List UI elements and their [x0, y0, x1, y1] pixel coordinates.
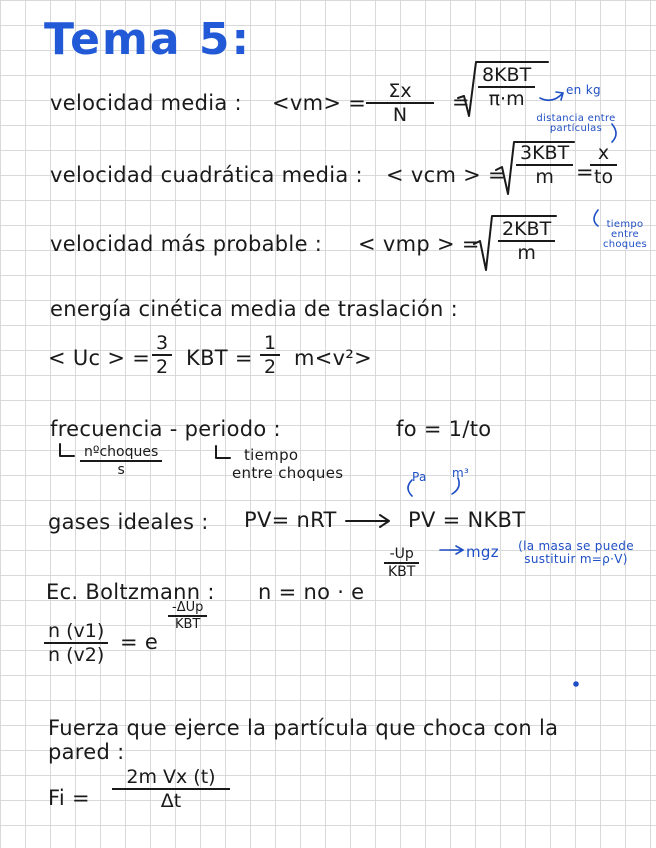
- energia-label: energía cinética media de traslación :: [50, 297, 458, 321]
- vm-note-kg: en kg: [566, 83, 601, 97]
- vm-lhs: <vm> =: [272, 91, 367, 115]
- vcm-note-time: tiempo entre choques: [602, 219, 648, 250]
- vm-label: velocidad media :: [50, 91, 242, 115]
- vcm-note-arrow: [594, 210, 598, 226]
- energia-f2-den: 2: [264, 356, 277, 378]
- vm-sqrt-num: 8KBT: [478, 64, 535, 88]
- vmp-sqrt-den: m: [517, 242, 536, 264]
- frecuencia-arrow-2: [216, 446, 230, 458]
- boltzmann-label: Ec. Boltzmann :: [46, 580, 215, 604]
- vm-den: N: [392, 104, 408, 126]
- vcm-label: velocidad cuadrática media :: [50, 163, 363, 187]
- frecuencia-sub2-line1: tiempo: [244, 446, 299, 464]
- boltzmann-exp-den: KBT: [388, 564, 416, 580]
- vcm-frac-den: to: [594, 166, 614, 188]
- vcm-sqrt-den: m: [535, 166, 554, 188]
- energia-f2-num: 1: [260, 332, 280, 356]
- page-title: Tema 5:: [44, 14, 252, 65]
- boltzmann-ratio-den: n (v2): [48, 644, 105, 666]
- gases-label: gases ideales :: [48, 510, 209, 534]
- energia-f1-num: 3: [152, 332, 172, 356]
- vcm-radical: [496, 142, 574, 194]
- fuerza-label-line2: pared :: [48, 740, 125, 764]
- gases-eq1: PV= nRT: [244, 508, 337, 532]
- energia-tail: m<v²>: [294, 346, 372, 370]
- vm-sqrt-den: π·m: [488, 88, 525, 110]
- frecuencia-arrow-1: [60, 444, 74, 456]
- frecuencia-sub2-line2: entre choques: [232, 464, 344, 482]
- gases-unit-m3: m³: [452, 466, 470, 480]
- boltzmann-exp-num: -Up: [384, 546, 419, 564]
- vcm-eq: =: [576, 160, 594, 184]
- fuerza-lhs: Fi =: [48, 786, 90, 810]
- boltzmann-ratio-exp-den: KBT: [174, 617, 201, 632]
- boltzmann-ratio-exp-num: -ΔUp: [168, 600, 207, 617]
- gases-m3-arrow: [452, 478, 459, 494]
- gases-arrow: [346, 515, 389, 527]
- vm-dist-arrow: [612, 124, 616, 142]
- vm-kg-arrow: [540, 92, 563, 100]
- vmp-lhs: < vmp > =: [358, 232, 480, 256]
- vmp-label: velocidad más probable :: [50, 232, 323, 256]
- boltzmann-note-mgz: mgz: [466, 543, 499, 561]
- vm-eq: =: [452, 90, 470, 114]
- energia-mid: KBT =: [186, 346, 253, 370]
- blue-dot: [574, 682, 578, 686]
- vmp-radical: [474, 216, 556, 270]
- energia-f1-den: 2: [156, 356, 169, 378]
- frecuencia-sub1-den: s: [117, 462, 125, 478]
- vmp-sqrt-num: 2KBT: [498, 218, 555, 242]
- frecuencia-label: frecuencia - periodo :: [50, 417, 281, 441]
- vcm-lhs: < vcm > =: [386, 163, 506, 187]
- vm-num: Σx: [366, 80, 434, 104]
- gases-pa-arrow: [408, 480, 412, 496]
- boltzmann-ratio-eq: = e: [120, 630, 159, 654]
- vcm-frac-num: x: [590, 142, 617, 166]
- frecuencia-sub1-num: nºchoques: [80, 444, 162, 462]
- gases-eq2: PV = NKBT: [408, 508, 526, 532]
- boltzmann-note-masa: (la masa se puede sustituir m=ρ·V): [518, 539, 634, 566]
- boltzmann-mgz-arrow: [440, 546, 463, 554]
- fuerza-num: 2m Vx (t): [112, 766, 230, 790]
- vm-radical: [458, 62, 548, 116]
- energia-lhs: < Uc > =: [48, 346, 151, 370]
- gases-unit-pa: Pa: [412, 470, 427, 484]
- vcm-sqrt-num: 3KBT: [516, 142, 573, 166]
- frecuencia-formula: fo = 1/to: [396, 417, 492, 441]
- boltzmann-formula: n = no · e: [258, 580, 365, 604]
- boltzmann-ratio-num: n (v1): [44, 620, 108, 644]
- vm-note-distance: distancia entre partículas: [536, 113, 616, 134]
- fuerza-den: Δt: [160, 790, 182, 812]
- fuerza-label-line1: Fuerza que ejerce la partícula que choca con la: [48, 716, 559, 740]
